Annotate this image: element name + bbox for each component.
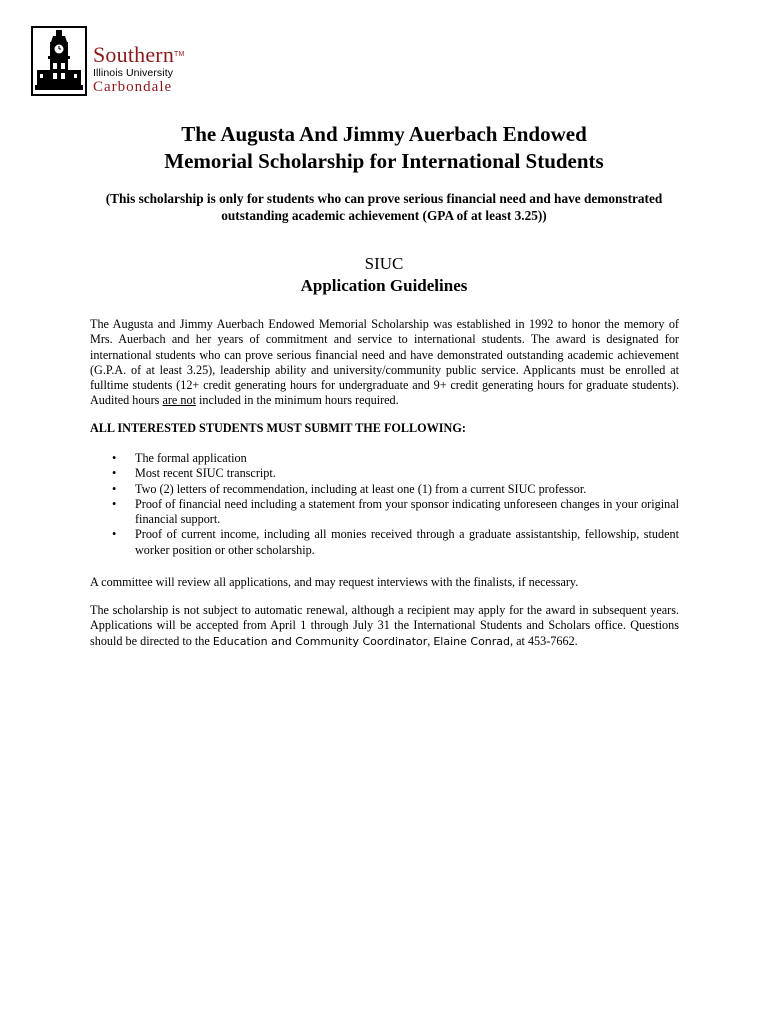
requirement-text: Proof of financial need including a statement from your sponsor indicating unforeseen changes in your original financial support. [135,496,679,527]
siuc-heading: SIUC [364,254,404,273]
submit-heading: ALL INTERESTED STUDENTS MUST SUBMIT THE FOLLOWING: [90,421,466,435]
logo-trademark: TM [174,51,185,58]
coordinator-name: Elaine Conrad [433,634,511,648]
requirement-text: Two (2) letters of recommendation, including at least one (1) from a current SIUC professor. [135,481,587,496]
renewal-paragraph [90,603,679,649]
logo-southern: Southern™ [93,42,185,67]
intro-paragraph [90,317,679,409]
intro-text-end: included in the minimum hours required. [195,393,399,408]
coordinator-title: Education and Community Coordinator [212,634,428,648]
list-item [90,497,679,528]
list-item [90,466,679,481]
bullet-icon: • [112,527,117,542]
bullet-icon: • [112,451,117,465]
separator-comma: , [427,633,434,648]
title-line-1: The Augusta And Jimmy Auerbach Endowed [181,122,587,146]
requirement-text: The formal application [135,451,247,465]
logo-illinois-university: Illinois University [93,67,174,79]
committee-paragraph: A committee will review all applications, and may request interviews with the finalists, if necessary. [90,575,579,589]
list-item [90,527,679,558]
renewal-text-start: The scholarship is not subject to automatic renewal, although a recipient may apply for the award in subsequent years. Applications will be accepted from April 1 through July 31 the International Students and Scholars office. Questions should be directed to the [90,603,679,648]
requirement-text: Most recent SIUC transcript. [135,466,276,481]
intro-text-start: The Augusta and Jimmy Auerbach Endowed Memorial Scholarship was established in 1992 to honor the memory of Mrs. Auerbach and her years of commitment and service to international students. The award is designated for international students who can prove serious financial need and have demonstrated outstanding academic achievement (G.P.A. of at least 3.25), leadership ability and university/community public service. Applicants must be enrolled at fulltime students (12+ credit generating hours for undergraduate and 9+ credit generating hours for graduate students). Audited hours [90,317,679,408]
requirements-list [90,451,679,558]
bullet-icon: • [112,481,117,496]
list-item [90,451,679,466]
siu-logo [31,26,211,98]
requirement-text: Proof of current income, including all monies received through a graduate assistantship, fellowship, student worker position or other scholarship. [135,527,679,557]
logo-wordmark [93,44,185,95]
eligibility-note: (This scholarship is only for students who can prove serious financial need and have demonstrated outstanding academic achievement (GPA of at least 3.25)) [105,191,663,223]
guidelines-heading: Application Guidelines [300,276,468,295]
list-item [90,482,679,497]
clock-tower-icon [31,26,87,96]
page-title [0,121,768,175]
underlined-are-not: are not [162,393,196,408]
title-line-2: Memorial Scholarship for International Students [164,149,604,173]
bullet-icon: • [112,496,117,511]
renewal-text-end: , at 453-7662. [510,633,578,648]
logo-carbondale: Carbondale [93,79,173,95]
bullet-icon: • [112,466,117,481]
